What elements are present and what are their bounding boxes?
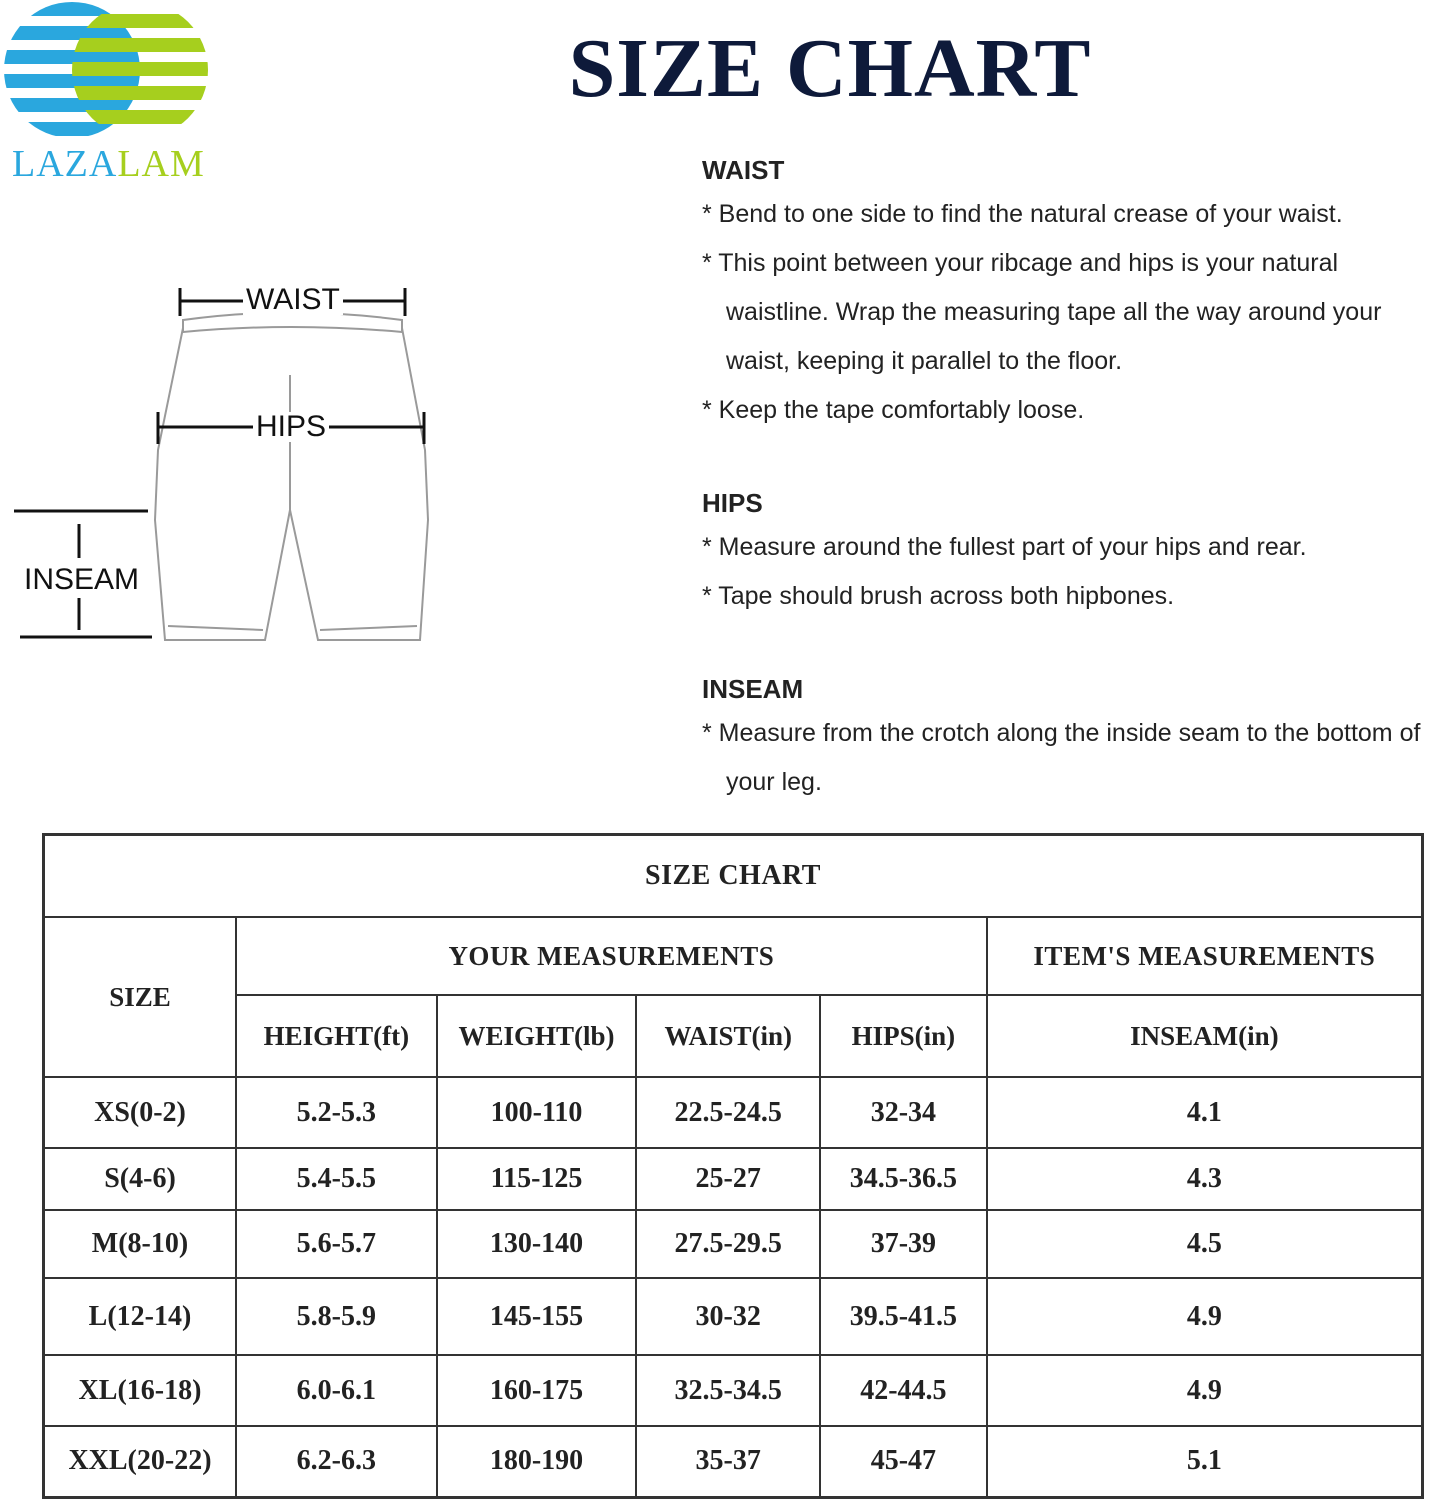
table-cell: 35-37 — [636, 1426, 820, 1497]
table-cell: XXL(20-22) — [44, 1426, 236, 1497]
table-cell: S(4-6) — [44, 1148, 236, 1210]
table-cell: XL(16-18) — [44, 1355, 236, 1426]
waist-heading: WAIST — [702, 155, 785, 185]
size-column-header: SIZE — [44, 917, 236, 1077]
column-header: HEIGHT(ft) — [236, 995, 437, 1077]
inseam-bullet-1: * Measure from the crotch along the inside seam to the bottom of your leg. — [702, 719, 1421, 796]
table-cell: 32.5-34.5 — [636, 1355, 820, 1426]
table-cell: 160-175 — [437, 1355, 637, 1426]
column-header: INSEAM(in) — [987, 995, 1423, 1077]
column-header: HIPS(in) — [820, 995, 987, 1077]
table-cell: 100-110 — [437, 1077, 637, 1148]
table-row — [44, 1077, 1423, 1148]
waist-bullet-2: * This point between your ribcage and hips is your natural waistline. Wrap the measuring tape all the way around your waist, keeping it parallel to the floor. — [702, 249, 1382, 375]
table-row — [44, 1426, 1423, 1497]
table-cell: 30-32 — [636, 1278, 820, 1355]
table-row — [44, 1210, 1423, 1278]
measurement-instructions — [702, 150, 1440, 807]
table-cell: 4.3 — [987, 1148, 1423, 1210]
table-cell: 6.2-6.3 — [236, 1426, 437, 1497]
brand-name-part2: LAM — [117, 143, 205, 185]
table-cell: 5.6-5.7 — [236, 1210, 437, 1278]
table-cell: 4.9 — [987, 1278, 1423, 1355]
table-cell: 130-140 — [437, 1210, 637, 1278]
hips-label: HIPS — [253, 412, 329, 442]
table-cell: 6.0-6.1 — [236, 1355, 437, 1426]
waist-bullet-1: * Bend to one side to find the natural crease of your waist. — [702, 200, 1343, 228]
table-cell: L(12-14) — [44, 1278, 236, 1355]
table-cell: 145-155 — [437, 1278, 637, 1355]
shorts-icon — [0, 270, 450, 660]
page-title: SIZE CHART — [568, 22, 1092, 115]
table-cell: 22.5-24.5 — [636, 1077, 820, 1148]
table-cell: 32-34 — [820, 1077, 987, 1148]
column-header: WEIGHT(lb) — [437, 995, 637, 1077]
table-cell: 39.5-41.5 — [820, 1278, 987, 1355]
your-measurements-header: YOUR MEASUREMENTS — [236, 917, 987, 995]
table-row — [44, 1355, 1423, 1426]
shorts-diagram — [0, 270, 450, 660]
column-header: WAIST(in) — [636, 995, 820, 1077]
table-cell: 115-125 — [437, 1148, 637, 1210]
waist-bullet-3: * Keep the tape comfortably loose. — [702, 396, 1085, 424]
table-cell: 34.5-36.5 — [820, 1148, 987, 1210]
table-cell: 25-27 — [636, 1148, 820, 1210]
waist-label: WAIST — [243, 285, 343, 315]
table-cell: 5.8-5.9 — [236, 1278, 437, 1355]
brand-name-part1: LAZA — [12, 143, 118, 185]
table-cell: 4.1 — [987, 1077, 1423, 1148]
table-cell: 4.9 — [987, 1355, 1423, 1426]
table-cell: 5.1 — [987, 1426, 1423, 1497]
table-cell: 45-47 — [820, 1426, 987, 1497]
table-cell: 5.2-5.3 — [236, 1077, 437, 1148]
size-table — [42, 833, 1424, 1499]
hips-bullet-2: * Tape should brush across both hipbones. — [702, 582, 1175, 610]
brand-name — [12, 142, 205, 186]
table-row — [44, 1148, 1423, 1210]
table-cell: 4.5 — [987, 1210, 1423, 1278]
table-cell: M(8-10) — [44, 1210, 236, 1278]
table-row — [44, 1278, 1423, 1355]
table-cell: 27.5-29.5 — [636, 1210, 820, 1278]
table-caption: SIZE CHART — [44, 835, 1423, 918]
table-cell: XS(0-2) — [44, 1077, 236, 1148]
table-cell: 42-44.5 — [820, 1355, 987, 1426]
table-cell: 5.4-5.5 — [236, 1148, 437, 1210]
items-measurements-header: ITEM'S MEASUREMENTS — [987, 917, 1423, 995]
inseam-label: INSEAM — [21, 565, 142, 595]
table-cell: 37-39 — [820, 1210, 987, 1278]
hips-heading: HIPS — [702, 488, 763, 518]
hips-bullet-1: * Measure around the fullest part of your hips and rear. — [702, 533, 1307, 561]
inseam-heading: INSEAM — [702, 674, 804, 704]
table-cell: 180-190 — [437, 1426, 637, 1497]
